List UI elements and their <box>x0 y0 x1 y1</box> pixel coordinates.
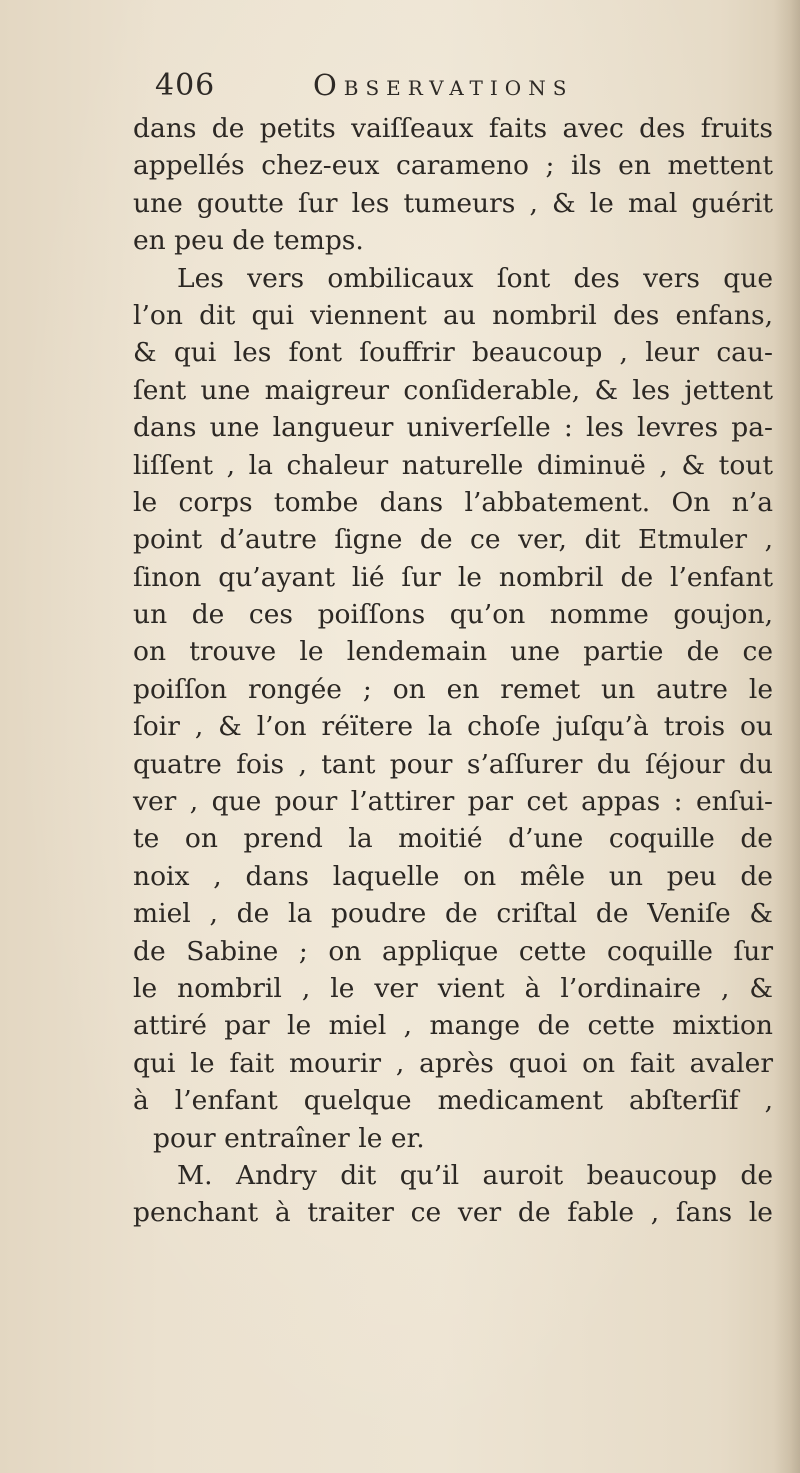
text-line: l’on dit qui viennent au nombril des enfans, <box>133 299 773 331</box>
page-edge-shadow <box>774 0 800 1473</box>
text-line: dans de petits vaiſſeaux faits avec des fruits <box>133 113 773 144</box>
text-line: te on prend la moitié d’une coquille de <box>133 823 773 855</box>
text-line: le corps tombe dans l’abbatement. On n’a <box>133 486 773 518</box>
text-line: en peu de temps. <box>133 225 364 257</box>
text-line: qui le fait mourir , après quoi on fait avaler <box>133 1047 773 1079</box>
text-line: noix , dans laquelle on mêle un peu de <box>133 860 773 892</box>
page-number: 406 <box>155 68 216 103</box>
text-line: poiſſon rongée ; on en remet un autre le <box>133 673 773 705</box>
paragraph-start-line: Les vers ombilicaux ſont des vers que <box>177 262 773 294</box>
text-line: une goutte ſur les tumeurs , & le mal guérit <box>133 187 773 219</box>
page-header <box>145 68 785 112</box>
text-line: à l’enfant quelque medicament abſterſif , <box>133 1085 773 1117</box>
text-line: de Sabine ; on applique cette coquille ſur <box>133 935 773 967</box>
text-line: pour entraîner le er. <box>153 1122 425 1154</box>
text-line: dans une langueur univerſelle : les levres pa- <box>133 412 773 444</box>
text-line: on trouve le lendemain une partie de ce <box>133 636 773 668</box>
paragraph-start-line: M. Andry dit qu’il auroit beaucoup de <box>177 1159 773 1191</box>
text-line: quatre fois , tant pour s’aſſurer du ſéjour du <box>133 748 773 780</box>
running-title: Observations <box>313 68 574 102</box>
text-line: & qui les font ſouffrir beaucoup , leur cau- <box>133 337 773 369</box>
text-line: un de ces poiſſons qu’on nomme goujon, <box>133 599 773 631</box>
text-line: miel , de la poudre de criſtal de Veniſe & <box>133 898 773 930</box>
text-line: liſſent , la chaleur naturelle diminuë , & tout <box>133 449 773 481</box>
text-line: ſent une maigreur conſiderable, & les jettent <box>133 374 773 406</box>
text-line: attiré par le miel , mange de cette mixtion <box>133 1010 773 1042</box>
text-line: appellés chez-eux carameno ; ils en mettent <box>133 150 773 182</box>
text-line: ſinon qu’ayant lié ſur le nombril de l’enfant <box>133 561 773 593</box>
text-line: ſoir , & l’on réïtere la choſe juſqu’à trois ou <box>133 711 773 743</box>
text-line: point d’autre ſigne de ce ver, dit Etmuler , <box>133 524 773 556</box>
body-text <box>133 110 773 1232</box>
text-line: penchant à traiter ce ver de fable , ſans le <box>133 1197 773 1229</box>
text-line: le nombril , le ver vient à l’ordinaire , & <box>133 972 773 1004</box>
text-line: ver , que pour l’attirer par cet appas : enſui- <box>133 786 773 818</box>
